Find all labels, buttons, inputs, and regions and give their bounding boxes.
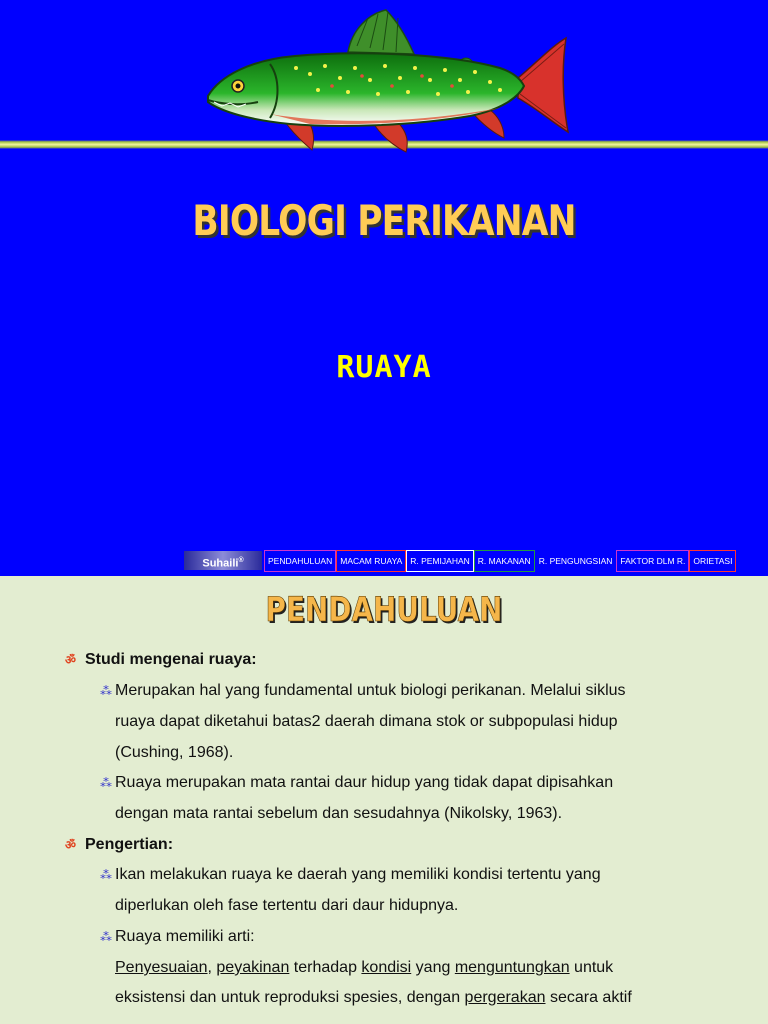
definition-line1: [115, 959, 613, 977]
bullet-pengertian: [65, 836, 173, 854]
sub-bullet-text: Ruaya merupakan mata rantai daur hidup yang tidak dapat dipisahkan: [115, 774, 614, 791]
author-name: Suhaili: [202, 557, 239, 570]
nav-orietasi[interactable]: ORIETASI: [689, 550, 736, 572]
nav-r-makanan[interactable]: R. MAKANAN: [474, 550, 535, 572]
bullet-text: Studi mengenai ruaya:: [85, 651, 257, 668]
sub-bullet-2: [100, 774, 613, 792]
text-fragment: untuk: [569, 959, 614, 976]
bullet-text: Pengertian:: [85, 836, 174, 853]
term-penyesuaian: Penyesuaian: [115, 959, 208, 976]
sub-bullet-3-line2: diperlukan oleh fase tertentu dari daur hidupnya.: [115, 897, 459, 914]
sub-bullet-1: [100, 682, 626, 700]
slide-subtitle: RUAYA: [336, 350, 432, 385]
nav-macam-ruaya[interactable]: MACAM RUAYA: [336, 550, 406, 572]
om-symbol-icon: ॐ: [65, 653, 76, 667]
nav-faktor-dlm-r[interactable]: FAKTOR DLM R.: [616, 550, 689, 572]
trefoil-icon: ⁂: [100, 868, 112, 882]
trefoil-icon: ⁂: [100, 684, 112, 698]
sub-bullet-4: [100, 928, 255, 946]
bullet-studi: [65, 651, 257, 669]
text-fragment: ,: [207, 959, 217, 976]
sub-bullet-1-line2: ruaya dapat diketahui batas2 daerah dimana stok or subpopulasi hidup: [115, 713, 618, 730]
section-heading: PENDAHULUAN: [265, 590, 503, 630]
trout-fish-icon: [200, 6, 575, 156]
term-peyakinan: peyakinan: [216, 959, 290, 976]
om-symbol-icon: ॐ: [65, 838, 76, 852]
author-badge[interactable]: [184, 551, 262, 570]
text-fragment: eksistensi dan untuk reproduksi spesies, dengan: [115, 989, 465, 1006]
sub-bullet-text: Ruaya memiliki arti:: [115, 928, 255, 945]
nav-pendahuluan[interactable]: PENDAHULUAN: [264, 550, 336, 572]
sub-bullet-1-line3: (Cushing, 1968).: [115, 744, 234, 761]
term-pergerakan: pergerakan: [464, 989, 546, 1006]
nav-r-pengungsian[interactable]: R. PENGUNGSIAN: [538, 556, 613, 566]
sub-bullet-text: Merupakan hal yang fundamental untuk biologi perikanan. Melalui siklus: [115, 682, 626, 699]
definition-line2: [115, 989, 632, 1007]
registered-mark: ®: [238, 557, 244, 564]
text-fragment: secara aktif: [545, 989, 632, 1006]
trefoil-icon: ⁂: [100, 776, 112, 790]
slide-navigation: [264, 550, 736, 572]
text-fragment: yang: [411, 959, 455, 976]
content-slide: [0, 576, 768, 1024]
sub-bullet-3: [100, 866, 601, 884]
nav-r-pemijahan[interactable]: R. PEMIJAHAN: [406, 550, 474, 572]
text-fragment: terhadap: [289, 959, 362, 976]
trefoil-icon: ⁂: [100, 930, 112, 944]
sub-bullet-text: Ikan melakukan ruaya ke daerah yang memiliki kondisi tertentu yang: [115, 866, 601, 883]
term-menguntungkan: menguntungkan: [454, 959, 570, 976]
slide-title: BIOLOGI PERIKANAN: [192, 196, 576, 245]
sub-bullet-2-line2: dengan mata rantai sebelum dan sesudahnya (Nikolsky, 1963).: [115, 805, 563, 822]
term-kondisi: kondisi: [361, 959, 412, 976]
